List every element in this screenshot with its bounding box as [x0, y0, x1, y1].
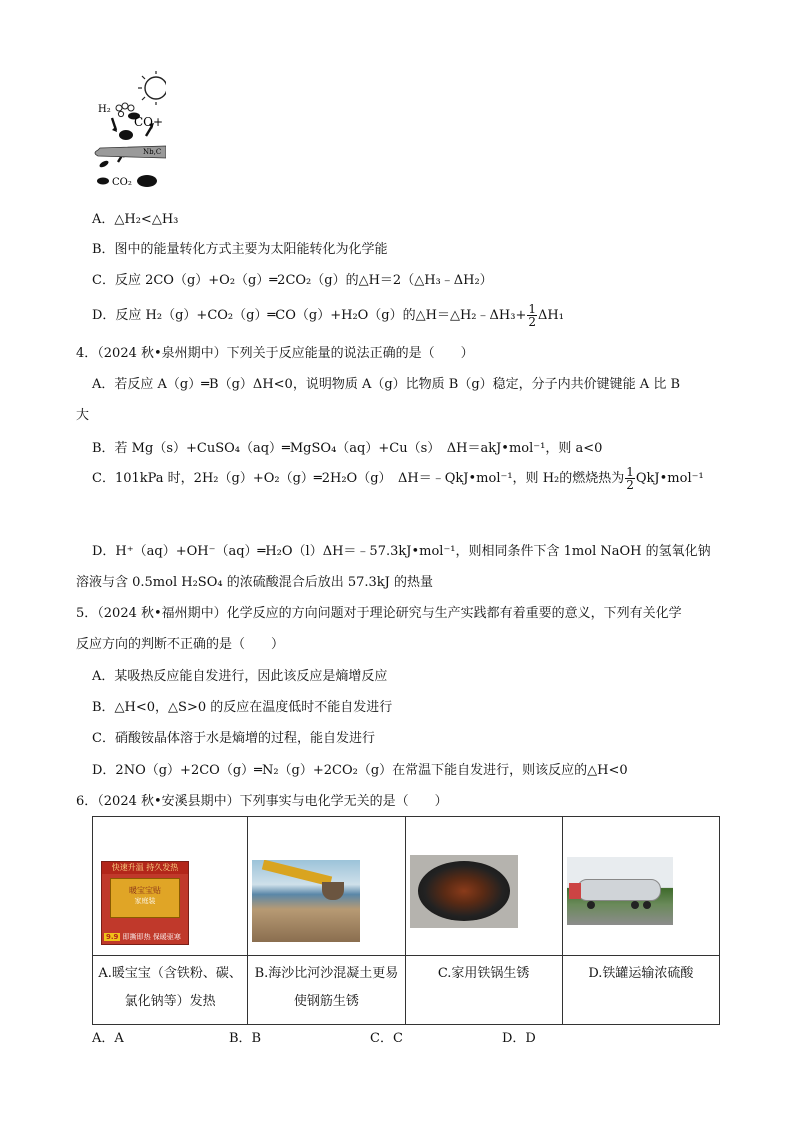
h2-label: H₂ [98, 104, 111, 115]
q6-option-b: B．B [229, 1031, 262, 1046]
table-cell-image-d [562, 817, 719, 956]
hand-warmer-banner: 快速升温 持久发热 [102, 862, 188, 874]
table-cell-image-b [248, 817, 405, 956]
q4-option-a-cont: 大 [76, 408, 90, 423]
q4-option-d-cont: 溶液与含 0.5mol H₂SO₄ 的浓硫酸混合后放出 57.3kJ 的热量 [76, 575, 434, 590]
q5-option-c: C．硝酸铵晶体溶于水是熵增的过程，能自发进行 [92, 731, 375, 746]
excavator-sand-image [252, 860, 360, 942]
q6-table [92, 816, 720, 1025]
rusty-wok-image [410, 855, 518, 928]
hand-warmer-pack: 家庭装 [134, 897, 156, 905]
catalyst-label: Nb,C [143, 148, 162, 156]
q3-d-tail: ΔH₁ [537, 308, 564, 323]
reaction-diagram [90, 68, 166, 192]
caption-c: C.家用铁锅生锈 [405, 956, 562, 1025]
fraction-half: $\frac{1}{2}$ [528, 302, 536, 329]
q4-c-tail: QkJ•mol⁻¹ [635, 471, 704, 486]
q5-option-a: A．某吸热反应能自发进行，因此该反应是熵增反应 [92, 669, 388, 684]
hand-warmer-name: 暖宝宝贴 [129, 886, 161, 895]
q5-option-b: B．△H<0，△S>0 的反应在温度低时不能自发进行 [92, 700, 393, 715]
caption-d: D.铁罐运输浓硫酸 [562, 956, 719, 1025]
q5-stem-cont: 反应方向的判断不正确的是（ ） [76, 637, 285, 652]
sun-icon [145, 77, 166, 99]
q6-options [92, 1027, 536, 1046]
q3-option-d [92, 303, 564, 329]
q4-option-b: B．若 Mg（s）+CuSO₄（aq）═MgSO₄（aq）+Cu（s） ΔH＝akJ•mol⁻¹，则 a<0 [92, 441, 603, 456]
caption-a: A.暖宝宝（含铁粉、碳、 氯化钠等）发热 [93, 956, 248, 1025]
q6-option-a: A．A [92, 1031, 124, 1046]
fraction-half: $\frac{1}{2}$ [626, 465, 634, 492]
co2-label: CO₂ [112, 177, 132, 188]
hand-warmer-image [101, 861, 189, 945]
q6-stem: 6．（2024 秋•安溪县期中）下列事实与电化学无关的是（ ） [76, 794, 448, 809]
q6-option-c: C．C [370, 1031, 403, 1046]
q3-d-text: D．反应 H₂（g）+CO₂（g）═CO（g）+H₂O（g）的△H＝△H₂﹣ΔH₃+ [92, 308, 527, 323]
q4-option-a: A．若反应 A（g）═B（g）ΔH<0，说明物质 A（g）比物质 B（g）稳定，分子内共价键键能 A 比 B [92, 377, 681, 392]
table-cell-image-c [405, 817, 562, 956]
q5-option-d: D．2NO（g）+2CO（g）═N₂（g）+2CO₂（g）在常温下能自发进行，则该反应的△H<0 [92, 763, 628, 778]
q4-c-text: C．101kPa 时，2H₂（g）+O₂（g）═2H₂O（g） ΔH＝﹣QkJ•mol⁻¹，则 H₂的燃烧热为 [92, 471, 625, 486]
tanker-truck-image [567, 857, 673, 925]
q4-stem: 4．（2024 秋•泉州期中）下列关于反应能量的说法正确的是（ ） [76, 346, 474, 361]
caption-b: B.海沙比河沙混凝土更易 使钢筋生锈 [248, 956, 405, 1025]
reaction-figure [90, 68, 166, 192]
q3-option-c: C．反应 2CO（g）+O₂（g）═2CO₂（g）的△H＝2（△H₃﹣ΔH₂） [92, 273, 493, 288]
q3-option-b: B．图中的能量转化方式主要为太阳能转化为化学能 [92, 242, 388, 257]
q4-option-d: D．H⁺（aq）+OH⁻（aq）═H₂O（l）ΔH＝﹣57.3kJ•mol⁻¹，则相同条件下含 1mol NaOH 的氢氧化钠 [92, 544, 711, 559]
co-label: CO+ [134, 115, 164, 129]
price-label: 9.9 [106, 933, 119, 941]
table-cell-image-a [93, 817, 248, 956]
q6-option-d: D．D [502, 1031, 536, 1046]
q4-option-c [92, 466, 704, 492]
q5-stem: 5．（2024 秋•福州期中）化学反应的方向问题对于理论研究与生产实践都有着重要的意义，下列有关化学 [76, 606, 682, 621]
hand-warmer-slogan: 即撕即热 保暖驱寒 [122, 933, 181, 941]
q3-option-a: A．△H₂<△H₃ [92, 212, 179, 227]
